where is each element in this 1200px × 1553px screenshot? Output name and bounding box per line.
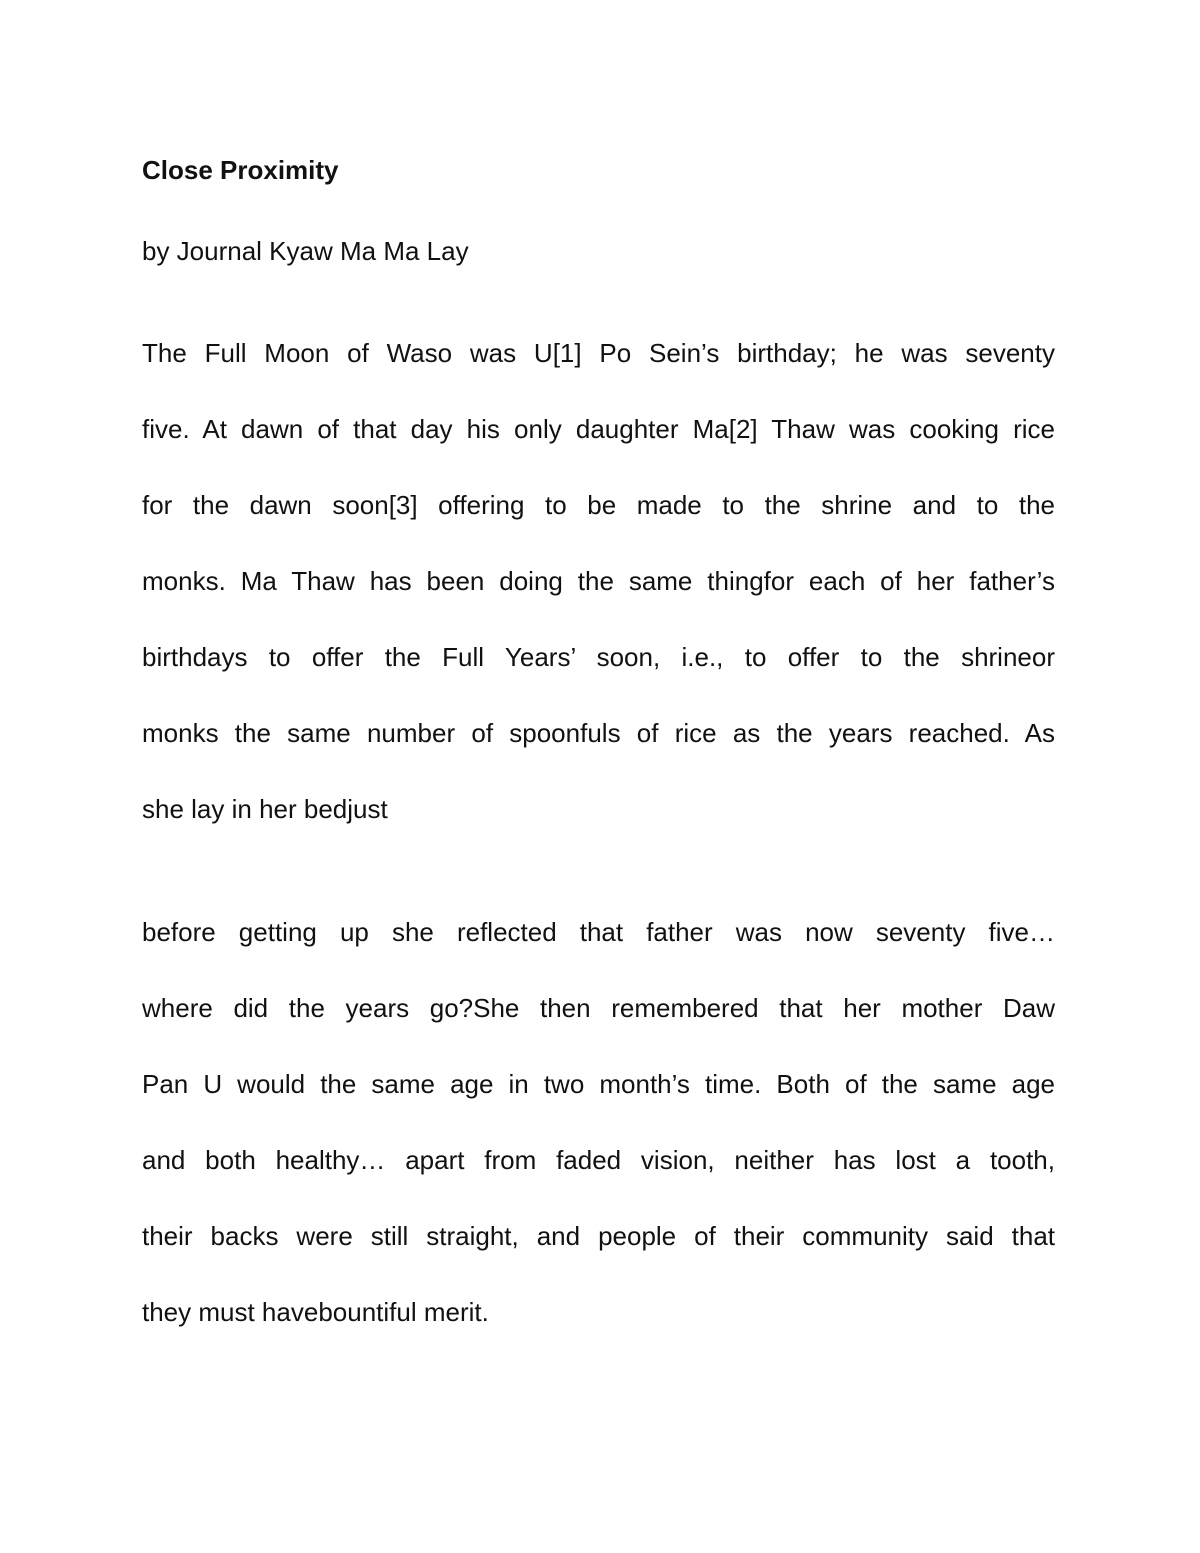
paragraph-1 (142, 335, 1055, 867)
text-line: before getting up she reflected that father was now seventy five… (142, 917, 1055, 947)
text-line: Pan U would the same age in two month’s time. Both of the same age (142, 1069, 1055, 1099)
text-line: birthdays to offer the Full Years’ soon, i.e., to offer to the shrineor (142, 642, 1055, 672)
paragraph-2 (142, 914, 1055, 1370)
text-line: and both healthy… apart from faded vision, neither has lost a tooth, (142, 1145, 1055, 1175)
text-line: their backs were still straight, and people of their community said that (142, 1221, 1055, 1251)
text-line: monks. Ma Thaw has been doing the same thingfor each of her father’s (142, 566, 1055, 596)
text-line: The Full Moon of Waso was U[1] Po Sein’s birthday; he was seventy (142, 338, 1055, 368)
text-line: for the dawn soon[3] offering to be made to the shrine and to the (142, 490, 1055, 520)
text-line: five. At dawn of that day his only daughter Ma[2] Thaw was cooking rice (142, 414, 1055, 444)
text-line: she lay in her bedjust (142, 794, 388, 824)
text-line: they must havebountiful merit. (142, 1297, 489, 1327)
text-line: monks the same number of spoonfuls of rice as the years reached. As (142, 718, 1055, 748)
document-title: Close Proximity (142, 155, 339, 185)
text-line: where did the years go?She then remembered that her mother Daw (142, 993, 1055, 1023)
author-byline: by Journal Kyaw Ma Ma Lay (142, 236, 469, 266)
